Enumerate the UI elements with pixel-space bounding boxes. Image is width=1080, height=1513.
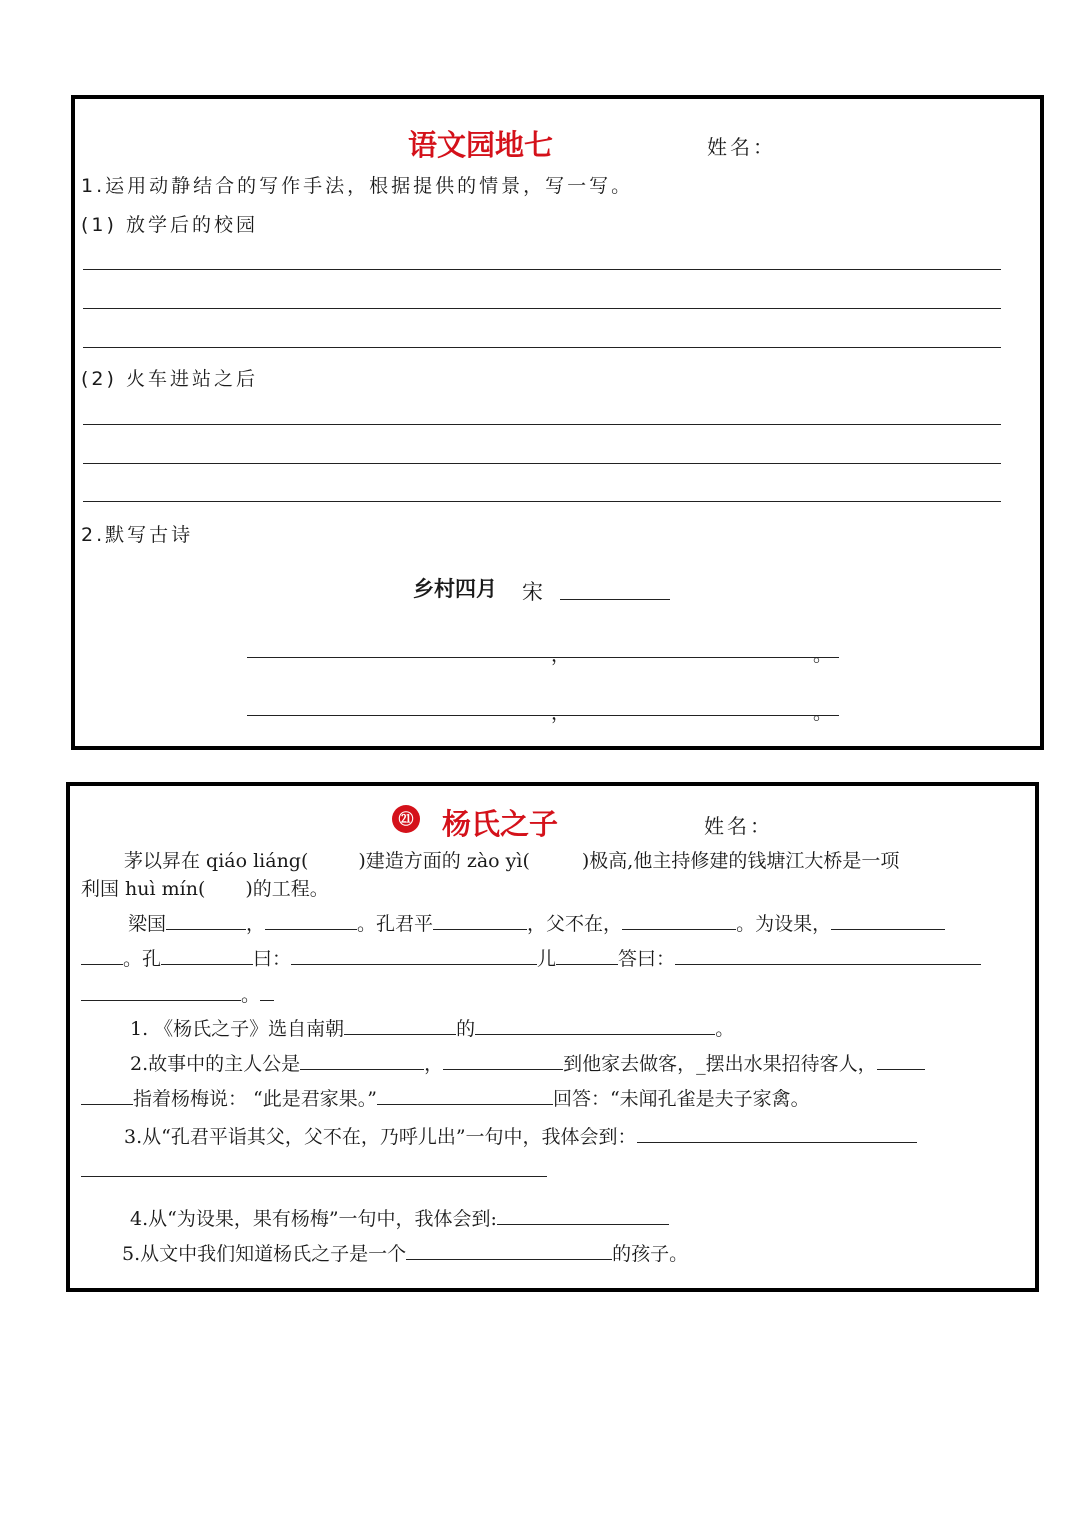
question-text: 回答：“未闻孔雀是夫子家禽。 bbox=[552, 1088, 810, 1110]
blank[interactable] bbox=[877, 1049, 925, 1070]
blank[interactable] bbox=[260, 980, 274, 1001]
blank[interactable] bbox=[81, 944, 123, 965]
question-2-cont bbox=[81, 1084, 810, 1111]
fill-text: ， bbox=[246, 913, 266, 935]
fill-text: 梁国 bbox=[128, 913, 167, 935]
poem-dynasty: 宋 bbox=[522, 580, 543, 604]
fill-text: 儿 bbox=[537, 948, 557, 970]
worksheet-card-yangshi-zhizi bbox=[66, 782, 1039, 1292]
poem-comma: ， bbox=[551, 702, 571, 724]
poem-line[interactable] bbox=[247, 715, 839, 716]
question-2: 2.默写古诗 bbox=[81, 524, 194, 546]
fill-line-3 bbox=[81, 980, 274, 1007]
card-title: 语文园地七 bbox=[408, 128, 554, 162]
question-1-part-2: (2) 火车进站之后 bbox=[81, 368, 258, 390]
question-text: 到他家去做客，_摆出水果招待客人， bbox=[563, 1053, 877, 1075]
poet-answer-line[interactable] bbox=[560, 599, 670, 600]
worksheet-card-yuwen-yuandi bbox=[71, 95, 1044, 750]
lesson-number: ㉑ bbox=[392, 805, 420, 833]
pinyin-text: 茅以昇在 qiáo liáng( bbox=[124, 850, 309, 872]
poem-period: 。 bbox=[813, 644, 833, 666]
fill-text: 。 bbox=[241, 984, 261, 1006]
poem-line[interactable] bbox=[247, 657, 839, 658]
writing-line[interactable] bbox=[83, 347, 1001, 348]
question-text: 2.故事中的主人公是 bbox=[130, 1053, 301, 1075]
question-3 bbox=[124, 1122, 917, 1149]
writing-line[interactable] bbox=[83, 463, 1001, 464]
question-1-part-1: (1) 放学后的校园 bbox=[81, 214, 258, 236]
question-text: 4.从“为设果，果有杨梅”一句中，我体会到: bbox=[130, 1208, 497, 1230]
blank[interactable] bbox=[675, 944, 981, 965]
question-text: ， bbox=[424, 1053, 444, 1075]
blank[interactable] bbox=[497, 1204, 669, 1225]
question-text: 。 bbox=[715, 1018, 735, 1040]
question-5 bbox=[122, 1239, 688, 1266]
question-1: 1.运用动静结合的写作手法，根据提供的情景，写一写。 bbox=[81, 175, 634, 197]
pinyin-text: )的工程。 bbox=[245, 878, 329, 900]
blank[interactable] bbox=[831, 909, 945, 930]
question-text: 1. 《杨氏之子》选自南朝 bbox=[130, 1018, 345, 1040]
fill-text: 。孔 bbox=[123, 948, 162, 970]
writing-line[interactable] bbox=[83, 501, 1001, 502]
blank[interactable] bbox=[300, 1049, 424, 1070]
blank[interactable] bbox=[443, 1049, 563, 1070]
card-title: 杨氏之子 bbox=[442, 807, 559, 841]
blank[interactable] bbox=[161, 944, 253, 965]
pinyin-text: )极高,他主持修建的钱塘江大桥是一项 bbox=[581, 850, 900, 872]
fill-text: ，父不在， bbox=[527, 913, 623, 935]
blank[interactable] bbox=[622, 909, 736, 930]
pinyin-text: )建造方面的 zào yì( bbox=[358, 850, 530, 872]
fill-text: 。为设果， bbox=[736, 913, 832, 935]
fill-line-2 bbox=[81, 944, 981, 971]
poem-comma: ， bbox=[551, 644, 571, 666]
blank[interactable] bbox=[556, 944, 618, 965]
blank[interactable] bbox=[377, 1084, 553, 1105]
writing-line[interactable] bbox=[83, 269, 1001, 270]
blank[interactable] bbox=[475, 1014, 715, 1035]
blank[interactable] bbox=[291, 944, 537, 965]
blank[interactable] bbox=[81, 980, 241, 1001]
question-4 bbox=[130, 1204, 669, 1231]
name-label: 姓名： bbox=[707, 135, 776, 159]
pinyin-text: 利国 huì mín( bbox=[81, 878, 206, 900]
question-text: 的孩子。 bbox=[612, 1243, 689, 1265]
question-1 bbox=[130, 1014, 734, 1041]
name-label: 姓名： bbox=[704, 814, 773, 838]
blank[interactable] bbox=[166, 909, 246, 930]
poem-period: 。 bbox=[813, 702, 833, 724]
fill-line-1 bbox=[128, 909, 945, 936]
pinyin-line-1 bbox=[124, 846, 899, 873]
pinyin-line-2 bbox=[81, 874, 329, 901]
question-text: 3.从“孔君平诣其父，父不在，乃呼儿出”一句中，我体会到： bbox=[124, 1126, 637, 1148]
blank[interactable] bbox=[433, 909, 527, 930]
blank[interactable] bbox=[265, 909, 357, 930]
blank[interactable] bbox=[81, 1084, 133, 1105]
writing-line[interactable] bbox=[83, 308, 1001, 309]
blank[interactable] bbox=[406, 1239, 612, 1260]
blank[interactable] bbox=[637, 1122, 917, 1143]
question-text: 5.从文中我们知道杨氏之子是一个 bbox=[122, 1243, 407, 1265]
fill-text: 。孔君平 bbox=[357, 913, 434, 935]
question-text: 的 bbox=[456, 1018, 476, 1040]
writing-line[interactable] bbox=[83, 424, 1001, 425]
answer-line[interactable] bbox=[81, 1176, 547, 1177]
question-text: 指着杨梅说： “此是君家果。” bbox=[133, 1088, 377, 1110]
question-2 bbox=[130, 1049, 925, 1076]
lesson-number-badge bbox=[392, 805, 420, 833]
poem-title: 乡村四月 bbox=[413, 577, 497, 601]
blank[interactable] bbox=[344, 1014, 456, 1035]
fill-text: 曰： bbox=[253, 948, 292, 970]
fill-text: 答曰： bbox=[618, 948, 676, 970]
